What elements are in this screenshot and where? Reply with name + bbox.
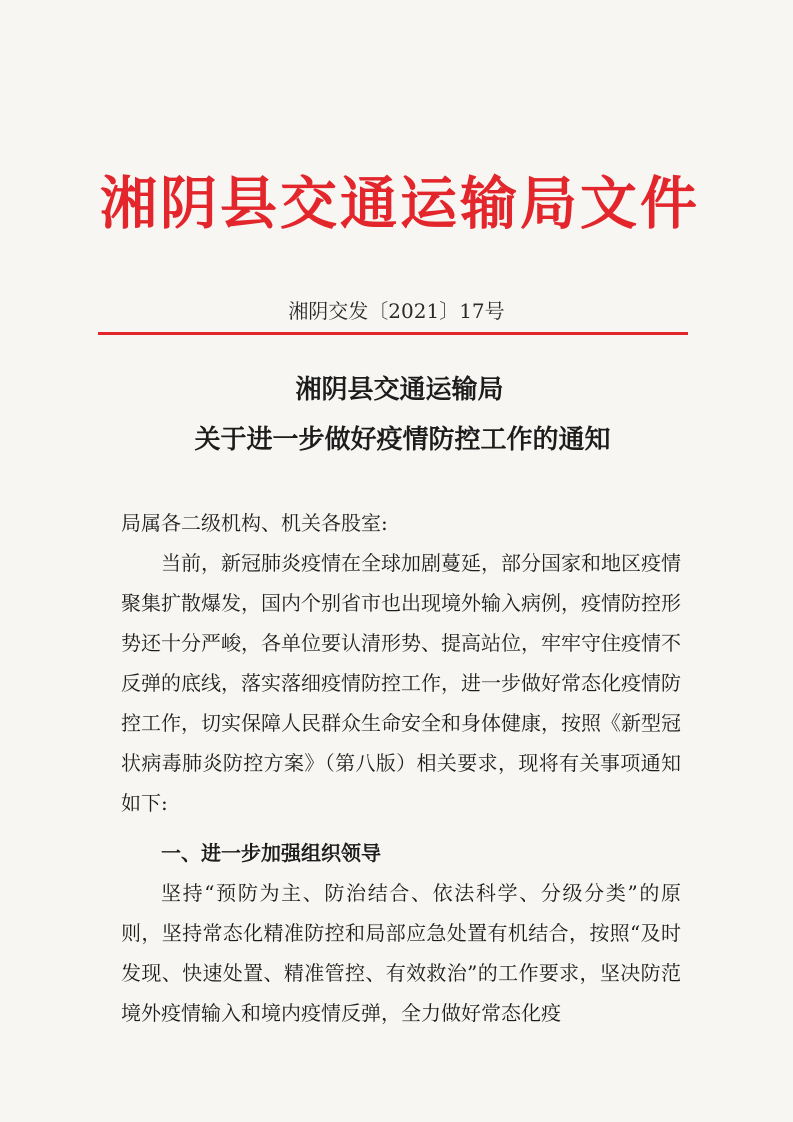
salutation: 局属各二级机构、机关各股室: [121,511,388,535]
section-heading-1: 一、进一步加强组织领导 [161,841,381,865]
notice-title-line-1: 湘阴县交通运输局 [295,375,504,405]
document-header-title: 湘阴县交通运输局文件 [100,171,700,237]
document-number: 湘阴交发〔2021〕17号 [288,299,505,323]
notice-title-line-2: 关于进一步做好疫情防控工作的通知 [194,425,611,455]
body-paragraph-2: 坚持“预防为主、防治结合、依法科学、分级分类”的原则，坚持常态化精准防控和局部应急处置有机结合，按照“及时发现、快速处置、精准管控、有效救治”的工作要求，坚决防范境外疫情输入和境内疫情反弹，全力做好常态化疫 [121,881,681,1025]
body-paragraph-1: 当前，新冠肺炎疫情在全球加剧蔓延，部分国家和地区疫情聚集扩散爆发，国内个别省市也出现境外输入病例，疫情防控形势还十分严峻，各单位要认清形势、提高站位，牢牢守住疫情不反弹的底线，落实落细疫情防控工作，进一步做好常态化疫情防控工作，切实保障人民群众生命安全和身体健康，按照《新型冠状病毒肺炎防控方案》（第八版）相关要求，现将有关事项通知如下: [121,551,681,815]
red-divider-rule [98,332,688,335]
